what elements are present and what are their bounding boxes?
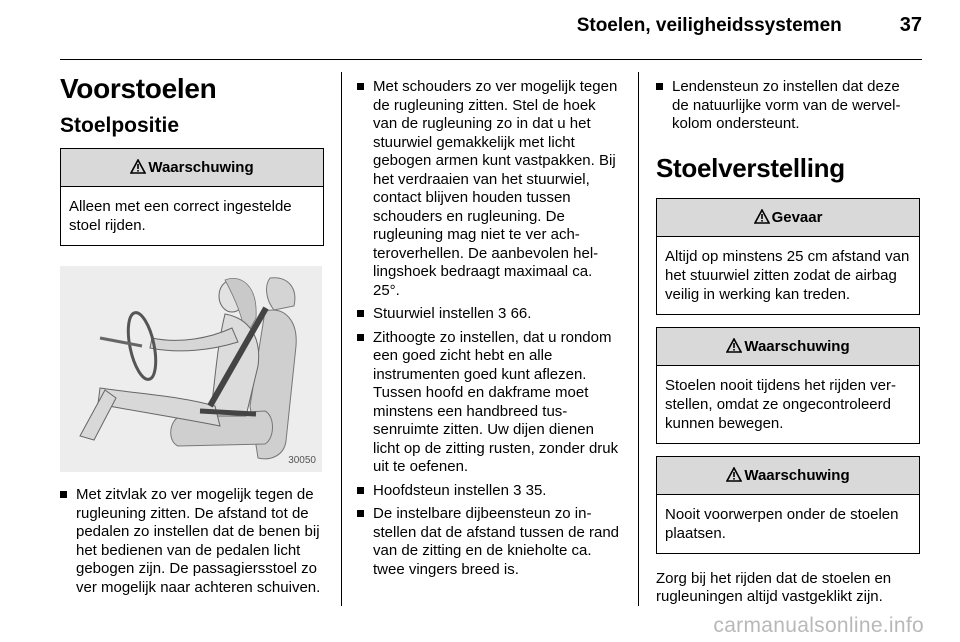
warning-box-header bbox=[657, 328, 919, 366]
danger-box-header bbox=[657, 199, 919, 237]
bullet-square-icon bbox=[357, 487, 364, 494]
warning-box-objects bbox=[656, 456, 920, 554]
middle-column bbox=[357, 78, 623, 584]
warning-heading: Waarschuwing bbox=[148, 159, 254, 176]
section-title: Voorstoelen bbox=[60, 73, 217, 104]
bullet-square-icon bbox=[656, 83, 663, 90]
bullet-square-icon bbox=[357, 310, 364, 317]
warning-text: Nooit voorwerpen onder de stoelen plaatsen. bbox=[665, 505, 899, 542]
warning-text: Alleen met een correct ingestelde stoel rijden. bbox=[69, 198, 292, 234]
list-item: De instelbare dijbeensteun zo instellen dat de afstand tussen de rand van de zitting en de knieholte ca. twee vingers breed is. bbox=[357, 505, 623, 579]
warning-text: Stoelen nooit tijdens het rijden verstellen, omdat ze ongecontroleerd kunnen bewegen. bbox=[665, 376, 896, 432]
bullet-square-icon bbox=[357, 334, 364, 341]
left-column bbox=[60, 72, 324, 602]
column-divider-left bbox=[341, 72, 342, 606]
bullet-square-icon bbox=[60, 491, 67, 498]
right-column bbox=[656, 78, 920, 607]
figure-number: 30050 bbox=[288, 455, 316, 466]
page-header bbox=[0, 14, 922, 44]
right-bullet-list bbox=[656, 78, 920, 134]
danger-text: Altijd op minstens 25 cm afstand van het stuurwiel zitten zodat de airbag veilig in werking kan treden. bbox=[665, 247, 910, 303]
warning-triangle-icon bbox=[726, 459, 742, 496]
warning-heading: Waarschuwing bbox=[744, 337, 850, 355]
warning-box-adjust bbox=[656, 327, 920, 444]
header-rule bbox=[60, 59, 922, 60]
list-item: Met schouders zo ver mogelijk tegen de rugleuning zitten. Stel de hoek van de rugleuning zo in dat u het stuurwiel gemakkelijk met licht gebogen armen kunt vastpakken. Bij het verdraaien van het stuurwiel, contact blijven houden tussen schouders en rugleuning. De rugleuning mag niet te ver achteroverhellen. De aanbevolen hellingshoek bedraagt maximaal ca. 25°. bbox=[357, 78, 623, 300]
bullet-square-icon bbox=[357, 510, 364, 517]
warning-triangle-icon bbox=[726, 330, 742, 367]
warning-box-header bbox=[61, 149, 323, 187]
warning-box-header bbox=[657, 457, 919, 495]
driver-seat-drawing bbox=[60, 266, 322, 472]
list-item: Stuurwiel instellen 3 66. bbox=[357, 305, 623, 324]
list-item: Hoofdsteun instellen 3 35. bbox=[357, 482, 623, 501]
list-item: Met zitvlak zo ver mogelijk tegen de rugleuning zitten. De afstand tot de pedalen zo instellen dat de benen bij het bedienen van de pedalen licht gebogen zijn. De passagiersstoel zo ver mogelijk naar achteren schuiven. bbox=[60, 486, 324, 597]
section-title-stoelverstelling: Stoelverstelling bbox=[656, 152, 845, 183]
warning-triangle-icon bbox=[754, 201, 770, 238]
warning-triangle-icon bbox=[130, 151, 146, 188]
warning-heading: Waarschuwing bbox=[744, 466, 850, 484]
seating-position-illustration bbox=[60, 266, 322, 472]
watermark: carmanualsonline.info bbox=[713, 614, 924, 637]
danger-box bbox=[656, 198, 920, 315]
chapter-title: Stoelen, veiligheidssystemen bbox=[576, 15, 842, 36]
subsection-title: Stoelpositie bbox=[60, 114, 180, 137]
warning-box bbox=[60, 148, 324, 246]
danger-heading: Gevaar bbox=[771, 208, 823, 226]
bullet-square-icon bbox=[357, 83, 364, 90]
closing-paragraph: Zorg bij het rijden dat de stoelen en rugleuningen altijd vastgeklikt zijn. bbox=[656, 569, 892, 605]
list-item: Zithoogte zo instellen, dat u rondom een goed zicht hebt en alle instrumenten goed kunt aflezen. Tussen hoofd en dakframe moet minstens een handbreed tussenruimte zitten. Uw dijen dienen licht op de zitting rusten, zonder druk uit te oefenen. bbox=[357, 329, 623, 477]
list-item: Lendensteun zo instellen dat deze de natuurlijke vorm van de wervelkolom ondersteunt. bbox=[656, 78, 920, 134]
middle-bullet-list bbox=[357, 78, 623, 579]
left-bullet-list bbox=[60, 486, 324, 597]
page-number: 37 bbox=[899, 14, 922, 36]
column-divider-right bbox=[638, 72, 639, 606]
